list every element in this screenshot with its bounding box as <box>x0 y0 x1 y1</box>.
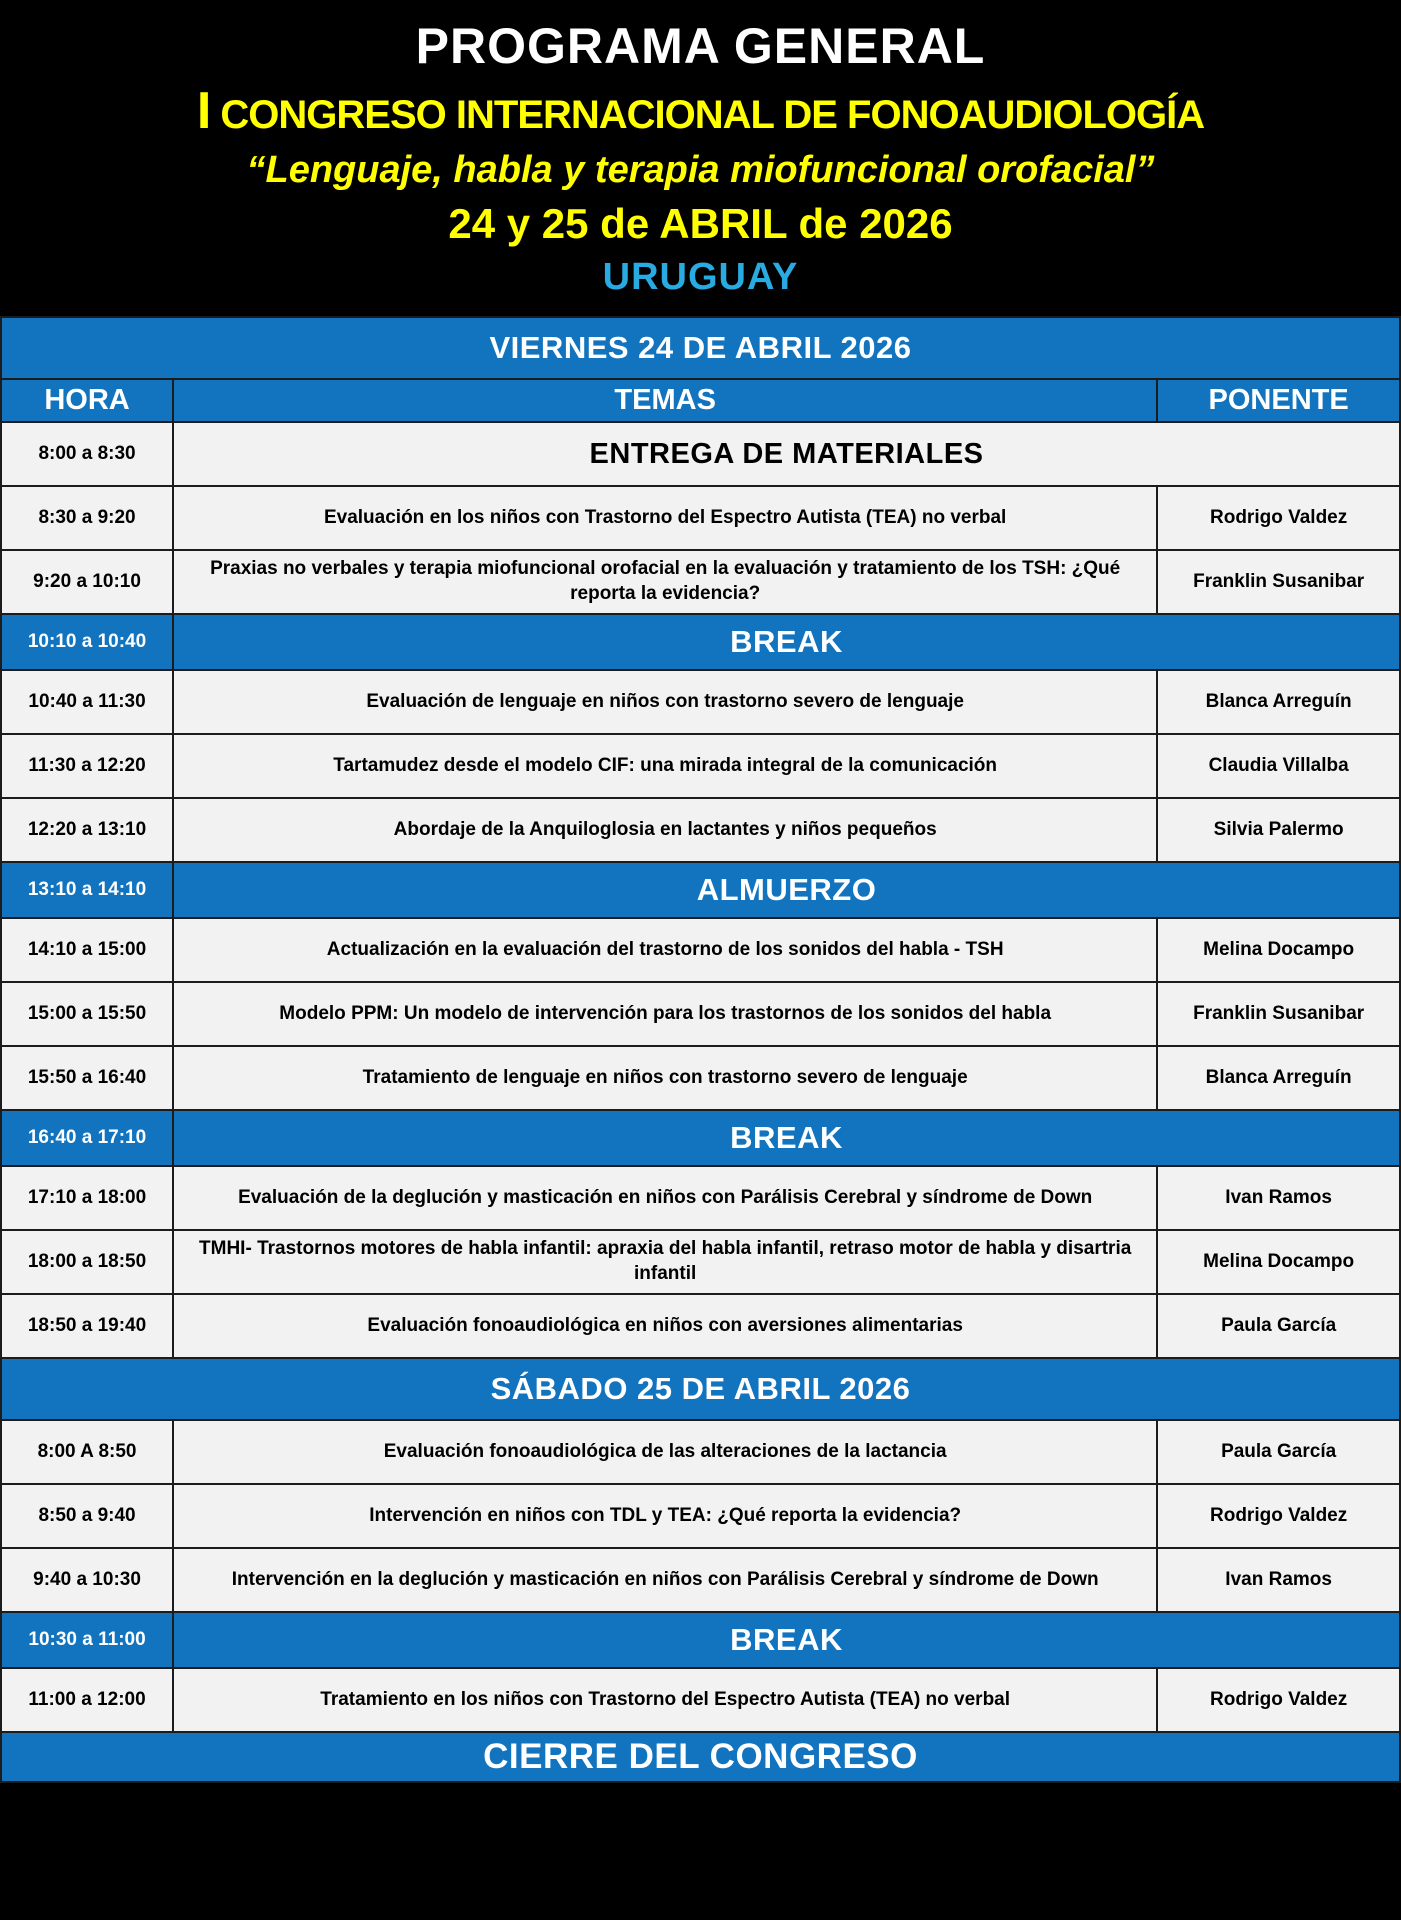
table-row <box>1 1294 1400 1358</box>
speaker-cell: Franklin Susanibar <box>1157 982 1400 1046</box>
break-time-cell: 10:30 a 11:00 <box>1 1612 173 1668</box>
time-cell: 11:00 a 12:00 <box>1 1668 173 1732</box>
time-cell: 8:30 a 9:20 <box>1 486 173 550</box>
topic-cell: Actualización en la evaluación del trastorno de los sonidos del habla - TSH <box>173 918 1157 982</box>
break-label-cell: BREAK <box>173 1612 1400 1668</box>
closing-banner: CIERRE DEL CONGRESO <box>1 1732 1400 1782</box>
speaker-cell: Melina Docampo <box>1157 918 1400 982</box>
time-cell: 9:20 a 10:10 <box>1 550 173 614</box>
table-row <box>1 1484 1400 1548</box>
table-row <box>1 982 1400 1046</box>
table-row <box>1 550 1400 614</box>
speaker-cell: Ivan Ramos <box>1157 1166 1400 1230</box>
topic-cell: Evaluación de lenguaje en niños con trastorno severo de lenguaje <box>173 670 1157 734</box>
topic-cell: Evaluación en los niños con Trastorno del Espectro Autista (TEA) no verbal <box>173 486 1157 550</box>
break-time-cell: 13:10 a 14:10 <box>1 862 173 918</box>
time-cell: 14:10 a 15:00 <box>1 918 173 982</box>
break-time-cell: 16:40 a 17:10 <box>1 1110 173 1166</box>
time-cell: 8:00 A 8:50 <box>1 1420 173 1484</box>
time-cell: 15:50 a 16:40 <box>1 1046 173 1110</box>
break-label-cell: BREAK <box>173 1110 1400 1166</box>
speaker-cell: Rodrigo Valdez <box>1157 1484 1400 1548</box>
time-cell: 18:50 a 19:40 <box>1 1294 173 1358</box>
table-row <box>1 670 1400 734</box>
time-cell: 11:30 a 12:20 <box>1 734 173 798</box>
break-row <box>1 1612 1400 1668</box>
table-row <box>1 486 1400 550</box>
day-header: VIERNES 24 DE ABRIL 2026 <box>1 317 1400 379</box>
speaker-cell: Claudia Villalba <box>1157 734 1400 798</box>
schedule-table <box>0 316 1401 1783</box>
congress-number: I <box>196 82 211 141</box>
speaker-cell: Melina Docampo <box>1157 1230 1400 1294</box>
topic-cell: Intervención en la deglución y masticación en niños con Parálisis Cerebral y síndrome de Down <box>173 1548 1157 1612</box>
topic-cell: TMHI- Trastornos motores de habla infantil: apraxia del habla infantil, retraso motor de habla y disartria infantil <box>173 1230 1157 1294</box>
break-label-cell: ALMUERZO <box>173 862 1400 918</box>
table-row <box>1 1548 1400 1612</box>
time-cell: 15:00 a 15:50 <box>1 982 173 1046</box>
speaker-cell: Silvia Palermo <box>1157 798 1400 862</box>
table-row <box>1 1420 1400 1484</box>
break-row <box>1 614 1400 670</box>
speaker-cell: Ivan Ramos <box>1157 1548 1400 1612</box>
time-cell: 8:00 a 8:30 <box>1 422 173 486</box>
page-title: PROGRAMA GENERAL <box>415 17 986 74</box>
topic-cell: Abordaje de la Anquiloglosia en lactantes y niños pequeños <box>173 798 1157 862</box>
table-row <box>1 1046 1400 1110</box>
topic-cell: Praxias no verbales y terapia miofuncional orofacial en la evaluación y tratamiento de los TSH: ¿Qué reporta la evidencia? <box>173 550 1157 614</box>
break-row <box>1 1110 1400 1166</box>
break-label-cell: BREAK <box>173 614 1400 670</box>
time-cell: 8:50 a 9:40 <box>1 1484 173 1548</box>
congress-country: URUGUAY <box>602 256 799 299</box>
time-cell: 17:10 a 18:00 <box>1 1166 173 1230</box>
topic-cell: Evaluación de la deglución y masticación en niños con Parálisis Cerebral y síndrome de Down <box>173 1166 1157 1230</box>
speaker-cell: Blanca Arreguín <box>1157 1046 1400 1110</box>
time-cell: 9:40 a 10:30 <box>1 1548 173 1612</box>
speaker-cell: Rodrigo Valdez <box>1157 1668 1400 1732</box>
break-time-cell: 10:10 a 10:40 <box>1 614 173 670</box>
column-header-hora: HORA <box>1 379 173 422</box>
day-row <box>1 317 1400 379</box>
speaker-cell: Paula García <box>1157 1420 1400 1484</box>
table-row <box>1 1668 1400 1732</box>
congress-dates: 24 y 25 de ABRIL de 2026 <box>448 200 953 248</box>
column-header-temas: TEMAS <box>173 379 1157 422</box>
colhead-row <box>1 379 1400 422</box>
closing-row <box>1 1732 1400 1782</box>
span-row <box>1 422 1400 486</box>
table-row <box>1 1166 1400 1230</box>
congress-subtitle: “Lenguaje, habla y terapia miofuncional orofacial” <box>246 148 1155 191</box>
topic-cell: Modelo PPM: Un modelo de intervención para los trastornos de los sonidos del habla <box>173 982 1157 1046</box>
day-row <box>1 1358 1400 1420</box>
schedule-table-body <box>1 317 1400 1782</box>
speaker-cell: Paula García <box>1157 1294 1400 1358</box>
table-row <box>1 734 1400 798</box>
topic-cell: Tratamiento de lenguaje en niños con trastorno severo de lenguaje <box>173 1046 1157 1110</box>
speaker-cell: Blanca Arreguín <box>1157 670 1400 734</box>
topic-cell: Tratamiento en los niños con Trastorno del Espectro Autista (TEA) no verbal <box>173 1668 1157 1732</box>
table-row <box>1 918 1400 982</box>
topic-cell: Evaluación fonoaudiológica en niños con aversiones alimentarias <box>173 1294 1157 1358</box>
congress-title <box>197 84 1204 139</box>
day-header: SÁBADO 25 DE ABRIL 2026 <box>1 1358 1400 1420</box>
time-cell: 10:40 a 11:30 <box>1 670 173 734</box>
table-row <box>1 1230 1400 1294</box>
time-cell: 12:20 a 13:10 <box>1 798 173 862</box>
break-row <box>1 862 1400 918</box>
table-row <box>1 798 1400 862</box>
time-cell: 18:00 a 18:50 <box>1 1230 173 1294</box>
materials-handout-cell: ENTREGA DE MATERIALES <box>173 422 1400 486</box>
speaker-cell: Rodrigo Valdez <box>1157 486 1400 550</box>
congress-name: CONGRESO INTERNACIONAL DE FONOAUDIOLOGÍA <box>210 93 1205 138</box>
program-banner <box>0 0 1401 316</box>
column-header-ponente: PONENTE <box>1157 379 1400 422</box>
topic-cell: Tartamudez desde el modelo CIF: una mirada integral de la comunicación <box>173 734 1157 798</box>
speaker-cell: Franklin Susanibar <box>1157 550 1400 614</box>
topic-cell: Evaluación fonoaudiológica de las alteraciones de la lactancia <box>173 1420 1157 1484</box>
topic-cell: Intervención en niños con TDL y TEA: ¿Qué reporta la evidencia? <box>173 1484 1157 1548</box>
